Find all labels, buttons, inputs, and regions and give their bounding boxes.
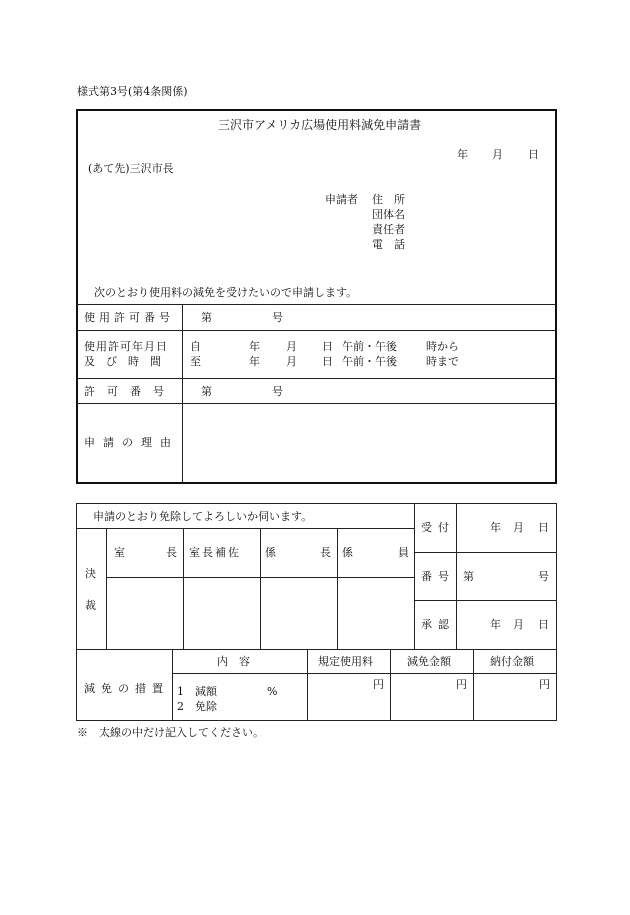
from-ampm: 午前・午後 — [342, 340, 397, 353]
measure-col-paid: 納付金額 — [490, 655, 534, 668]
addressee: (あて先)三沢市長 — [88, 162, 174, 175]
use-datetime-label-1: 使用許可年月日 — [84, 340, 168, 353]
reason-label: 申請の理由 — [84, 436, 179, 449]
received-year: 年 — [490, 521, 501, 534]
role-chief: 長 — [166, 546, 177, 559]
license-number-label: 許可番号 — [84, 385, 176, 398]
license-number-go: 号 — [272, 385, 283, 398]
from-marker: 自 — [190, 340, 201, 353]
measure-label: 減免の措置 — [84, 682, 169, 695]
to-suffix: 時まで — [426, 355, 459, 368]
approved-month: 月 — [513, 618, 524, 631]
yen-fee: 円 — [373, 678, 384, 691]
approval-intro: 申請のとおり免除してよろしいか伺います。 — [93, 510, 313, 523]
measure-col-fee: 規定使用料 — [318, 655, 373, 668]
to-day: 日 — [322, 355, 333, 368]
date-day: 日 — [528, 148, 539, 161]
footnote: ※ 太線の中だけ記入してください。 — [77, 726, 264, 739]
applicant-responsible-label: 責任者 — [372, 223, 405, 236]
measure-option-exemption: 2 免除 — [177, 700, 217, 713]
approved-year: 年 — [490, 618, 501, 631]
applicant-organization-label: 団体名 — [372, 208, 405, 221]
number-dai: 第 — [463, 570, 474, 583]
role-staff: 員 — [398, 546, 409, 559]
yen-reduction: 円 — [456, 678, 467, 691]
yen-paid: 円 — [539, 678, 550, 691]
applicant-address-label: 住 所 — [372, 193, 405, 206]
license-number-dai: 第 — [201, 385, 212, 398]
to-year: 年 — [249, 355, 260, 368]
date-month: 月 — [492, 148, 503, 161]
approved-label: 承認 — [421, 618, 455, 631]
measure-content-header: 内 容 — [217, 655, 250, 668]
to-ampm: 午前・午後 — [342, 355, 397, 368]
received-label: 受付 — [421, 521, 455, 534]
from-suffix: 時から — [426, 340, 459, 353]
permit-number-go: 号 — [272, 311, 283, 324]
role-staff-kakari: 係 — [342, 546, 353, 559]
permit-number-label: 使用許可番号 — [84, 311, 174, 324]
number-go: 号 — [538, 570, 549, 583]
received-month: 月 — [513, 521, 524, 534]
from-day: 日 — [322, 340, 333, 353]
from-month: 月 — [286, 340, 297, 353]
kessai-char-1: 決 — [85, 567, 96, 580]
to-month: 月 — [286, 355, 297, 368]
measure-percent: % — [267, 685, 278, 698]
applicant-label: 申請者 — [325, 193, 358, 206]
use-datetime-label-2: 及 び 時 間 — [84, 355, 161, 368]
to-marker: 至 — [190, 355, 201, 368]
received-day: 日 — [538, 521, 549, 534]
role-section-chief: 長 — [320, 546, 331, 559]
request-statement: 次のとおり使用料の減免を受けたいので申請します。 — [94, 286, 358, 299]
form-number: 様式第3号(第4条関係) — [77, 85, 188, 98]
measure-col-reduction: 減免金額 — [407, 655, 451, 668]
kessai-char-2: 裁 — [85, 599, 96, 612]
date-year: 年 — [457, 148, 468, 161]
role-deputy: 室長補佐 — [189, 546, 241, 559]
number-label: 番号 — [421, 570, 455, 583]
role-section: 係 — [265, 546, 276, 559]
measure-option-reduction: 1 減額 — [177, 685, 217, 698]
applicant-phone-label: 電 話 — [372, 238, 405, 251]
from-year: 年 — [249, 340, 260, 353]
permit-number-dai: 第 — [201, 311, 212, 324]
role-room: 室 — [114, 546, 125, 559]
approved-day: 日 — [538, 618, 549, 631]
form-title: 三沢市アメリカ広場使用料減免申請書 — [218, 118, 422, 132]
